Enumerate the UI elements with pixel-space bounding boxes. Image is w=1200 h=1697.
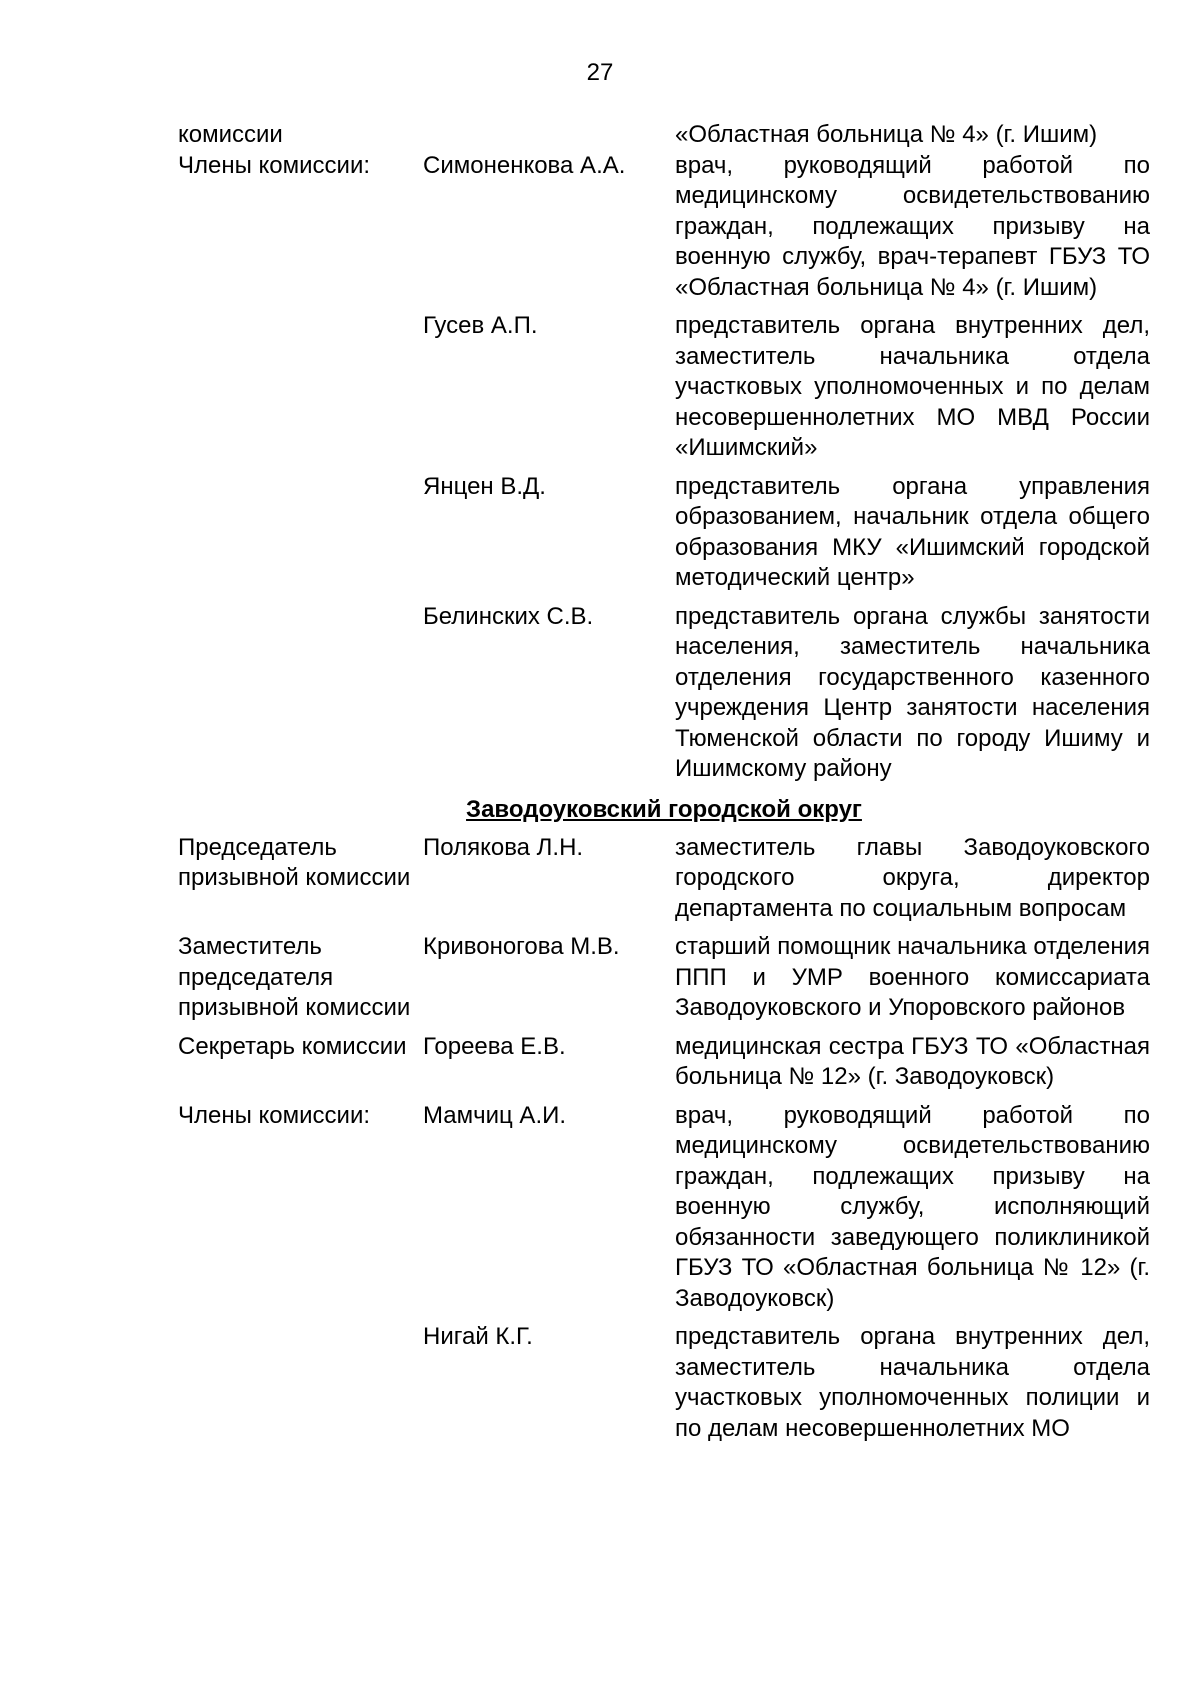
role-cell <box>178 602 423 785</box>
section-ishim-continued <box>178 120 1150 785</box>
name-cell: Мамчиц А.И. <box>423 1101 567 1129</box>
name-cell: Полякова Л.Н. <box>423 833 584 861</box>
name-cell: Гусев А.П. <box>423 312 538 339</box>
table-row <box>178 1032 1150 1093</box>
table-row <box>178 151 1150 304</box>
name-cell: Янцен В.Д. <box>423 472 546 500</box>
position-cell: представитель органа внутренних дел, заместитель начальника отдела участковых уполномоченных полиции и по делам несовершеннолетних МО <box>675 1323 1150 1442</box>
role-cell <box>178 1322 423 1444</box>
page-number: 27 <box>586 59 614 86</box>
name-cell: Гореева Е.В. <box>423 1032 566 1060</box>
position-cell: врач, руководящий работой по медицинскому освидетельствованию граждан, подлежащих призыву на военную службу, врач-терапевт ГБУЗ ТО «Областная больница № 4» (г. Ишим) <box>675 151 1150 301</box>
position-cell: «Областная больница № 4» (г. Ишим) <box>675 121 1098 148</box>
role-cell: Председатель призывной комиссии <box>178 833 411 891</box>
table-row <box>178 602 1150 785</box>
role-cell: комиссии <box>178 121 283 148</box>
name-cell: Нигай К.Г. <box>423 1323 533 1350</box>
table-row <box>178 120 1150 151</box>
role-cell <box>178 311 423 464</box>
section-heading: Заводоуковский городской округ <box>466 795 862 823</box>
name-cell: Белинских С.В. <box>423 602 594 630</box>
name-cell: Симоненкова А.А. <box>423 151 626 179</box>
position-cell: старший помощник начальника отделения ППП и УМР военного комиссариата Заводоуковского и Упоровского районов <box>675 933 1150 1021</box>
position-cell: врач, руководящий работой по медицинскому освидетельствованию граждан, подлежащих призыву на военную службу, исполняющий обязанности заведующего поликлиникой ГБУЗ ТО «Областная больница № 12» (г. Заводоуковск) <box>675 1101 1150 1312</box>
name-cell <box>423 120 675 151</box>
table-row <box>178 1101 1150 1315</box>
table-row <box>178 1322 1150 1444</box>
position-cell: представитель органа управления образованием, начальник отдела общего образования МКУ «Ишимский городской методический центр» <box>675 472 1150 591</box>
name-cell: Кривоногова М.В. <box>423 933 620 960</box>
role-cell <box>178 472 423 594</box>
commission-list <box>178 120 1150 1444</box>
position-cell: представитель органа внутренних дел, заместитель начальника отдела участковых уполномоченных и по делам несовершеннолетних МО МВД России «Ишимский» <box>675 312 1150 461</box>
position-cell: заместитель главы Заводоуковского городского округа, директор департамента по социальным вопросам <box>675 833 1150 922</box>
position-cell: медицинская сестра ГБУЗ ТО «Областная больница № 12» (г. Заводоуковск) <box>675 1032 1150 1090</box>
role-cell: Секретарь комиссии <box>178 1032 407 1060</box>
role-cell: Заместитель председателя призывной комиссии <box>178 933 411 1021</box>
table-row <box>178 833 1150 925</box>
position-cell: представитель органа службы занятости населения, заместитель начальника отделения государственного казенного учреждения Центр занятости населения Тюменской области по городу Ишиму и Ишимскому району <box>675 602 1150 782</box>
role-cell: Члены комиссии: <box>178 1101 371 1129</box>
section-zavodoukovsk <box>178 795 1150 1445</box>
role-cell: Члены комиссии: <box>178 151 371 179</box>
table-row <box>178 311 1150 464</box>
table-row <box>178 932 1150 1024</box>
table-row <box>178 472 1150 594</box>
